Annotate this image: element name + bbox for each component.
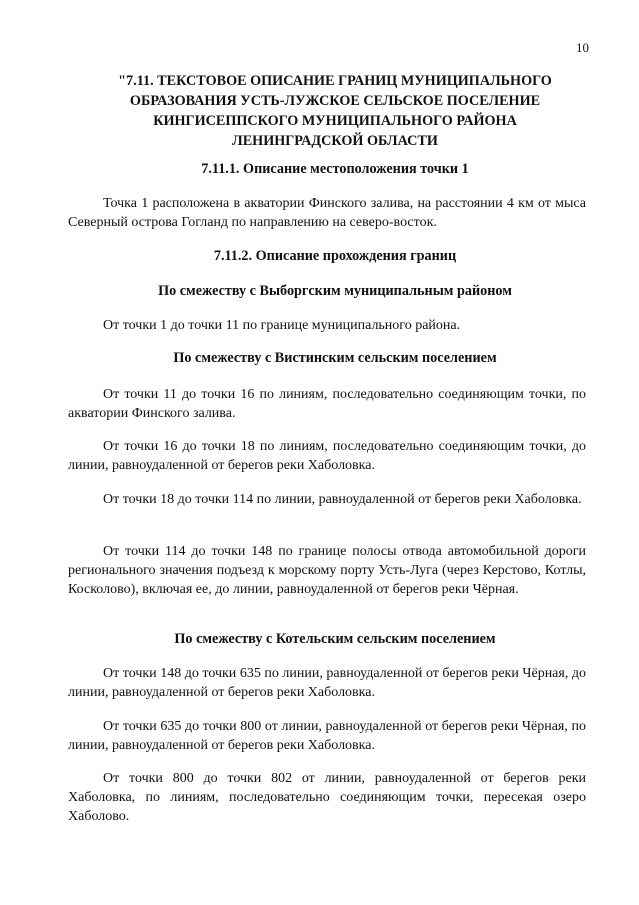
kotly-heading: По смежеству с Котельским сельским поселением	[174, 631, 496, 647]
page-number: 10	[576, 40, 589, 55]
title-line-1: "7.11. ТЕКСТОВОЕ ОПИСАНИЕ ГРАНИЦ МУНИЦИПАЛЬНОГО	[118, 73, 552, 89]
vistino-paragraph-3: От точки 18 до точки 114 по линии, равноудаленной от берегов реки Хаболовка.	[103, 492, 582, 507]
section-1-paragraph: Точка 1 расположена в акватории Финского залива, на расстоянии 4 км от мыса Северный острова Гогланд по направлению на северо-восток.	[68, 196, 586, 230]
vistino-paragraph-2: От точки 16 до точки 18 по линиям, последовательно соединяющим точки, до линии, равноудаленной от берегов реки Хаболовка.	[68, 439, 586, 473]
vyborg-paragraph: От точки 1 до точки 11 по границе муниципального района.	[103, 318, 461, 333]
kotly-paragraph-1: От точки 148 до точки 635 по линии, равноудаленной от берегов реки Чёрная, до линии, равноудаленной от берегов реки Хаболовка.	[68, 666, 586, 700]
vistino-paragraph-1: От точки 11 до точки 16 по линиям, последовательно соединяющим точки, по акватории Финского залива.	[68, 387, 586, 421]
title-line-2: ОБРАЗОВАНИЯ УСТЬ-ЛУЖСКОЕ СЕЛЬСКОЕ ПОСЕЛЕНИЕ	[129, 93, 541, 109]
vistino-heading: По смежеству с Вистинским сельским поселением	[173, 350, 497, 366]
vistino-paragraph-4: От точки 114 до точки 148 по границе полосы отвода автомобильной дороги регионального значения подъезд к морскому порту Усть-Луга (через Керстово, Котлы, Косколово), включая ее, до линии, равноудаленной от берегов реки Чёрная.	[68, 544, 586, 597]
title-line-4: ЛЕНИНГРАДСКОЙ ОБЛАСТИ	[232, 133, 438, 149]
kotly-paragraph-3: От точки 800 до точки 802 от линии, равноудаленной от берегов реки Хаболовка, по линиям, последовательно соединяющим точки, пересекая озеро Хаболово.	[68, 771, 586, 824]
vyborg-heading: По смежеству с Выборгским муниципальным районом	[158, 283, 512, 299]
section-2-heading: 7.11.2. Описание прохождения границ	[213, 248, 457, 264]
section-1-heading: 7.11.1. Описание местоположения точки 1	[201, 161, 469, 177]
kotly-paragraph-2: От точки 635 до точки 800 от линии, равноудаленной от берегов реки Чёрная, по линии, равноудаленной от берегов реки Хаболовка.	[68, 719, 586, 753]
document-title	[70, 71, 600, 151]
title-line-3: КИНГИСЕППСКОГО МУНИЦИПАЛЬНОГО РАЙОНА	[153, 113, 517, 129]
